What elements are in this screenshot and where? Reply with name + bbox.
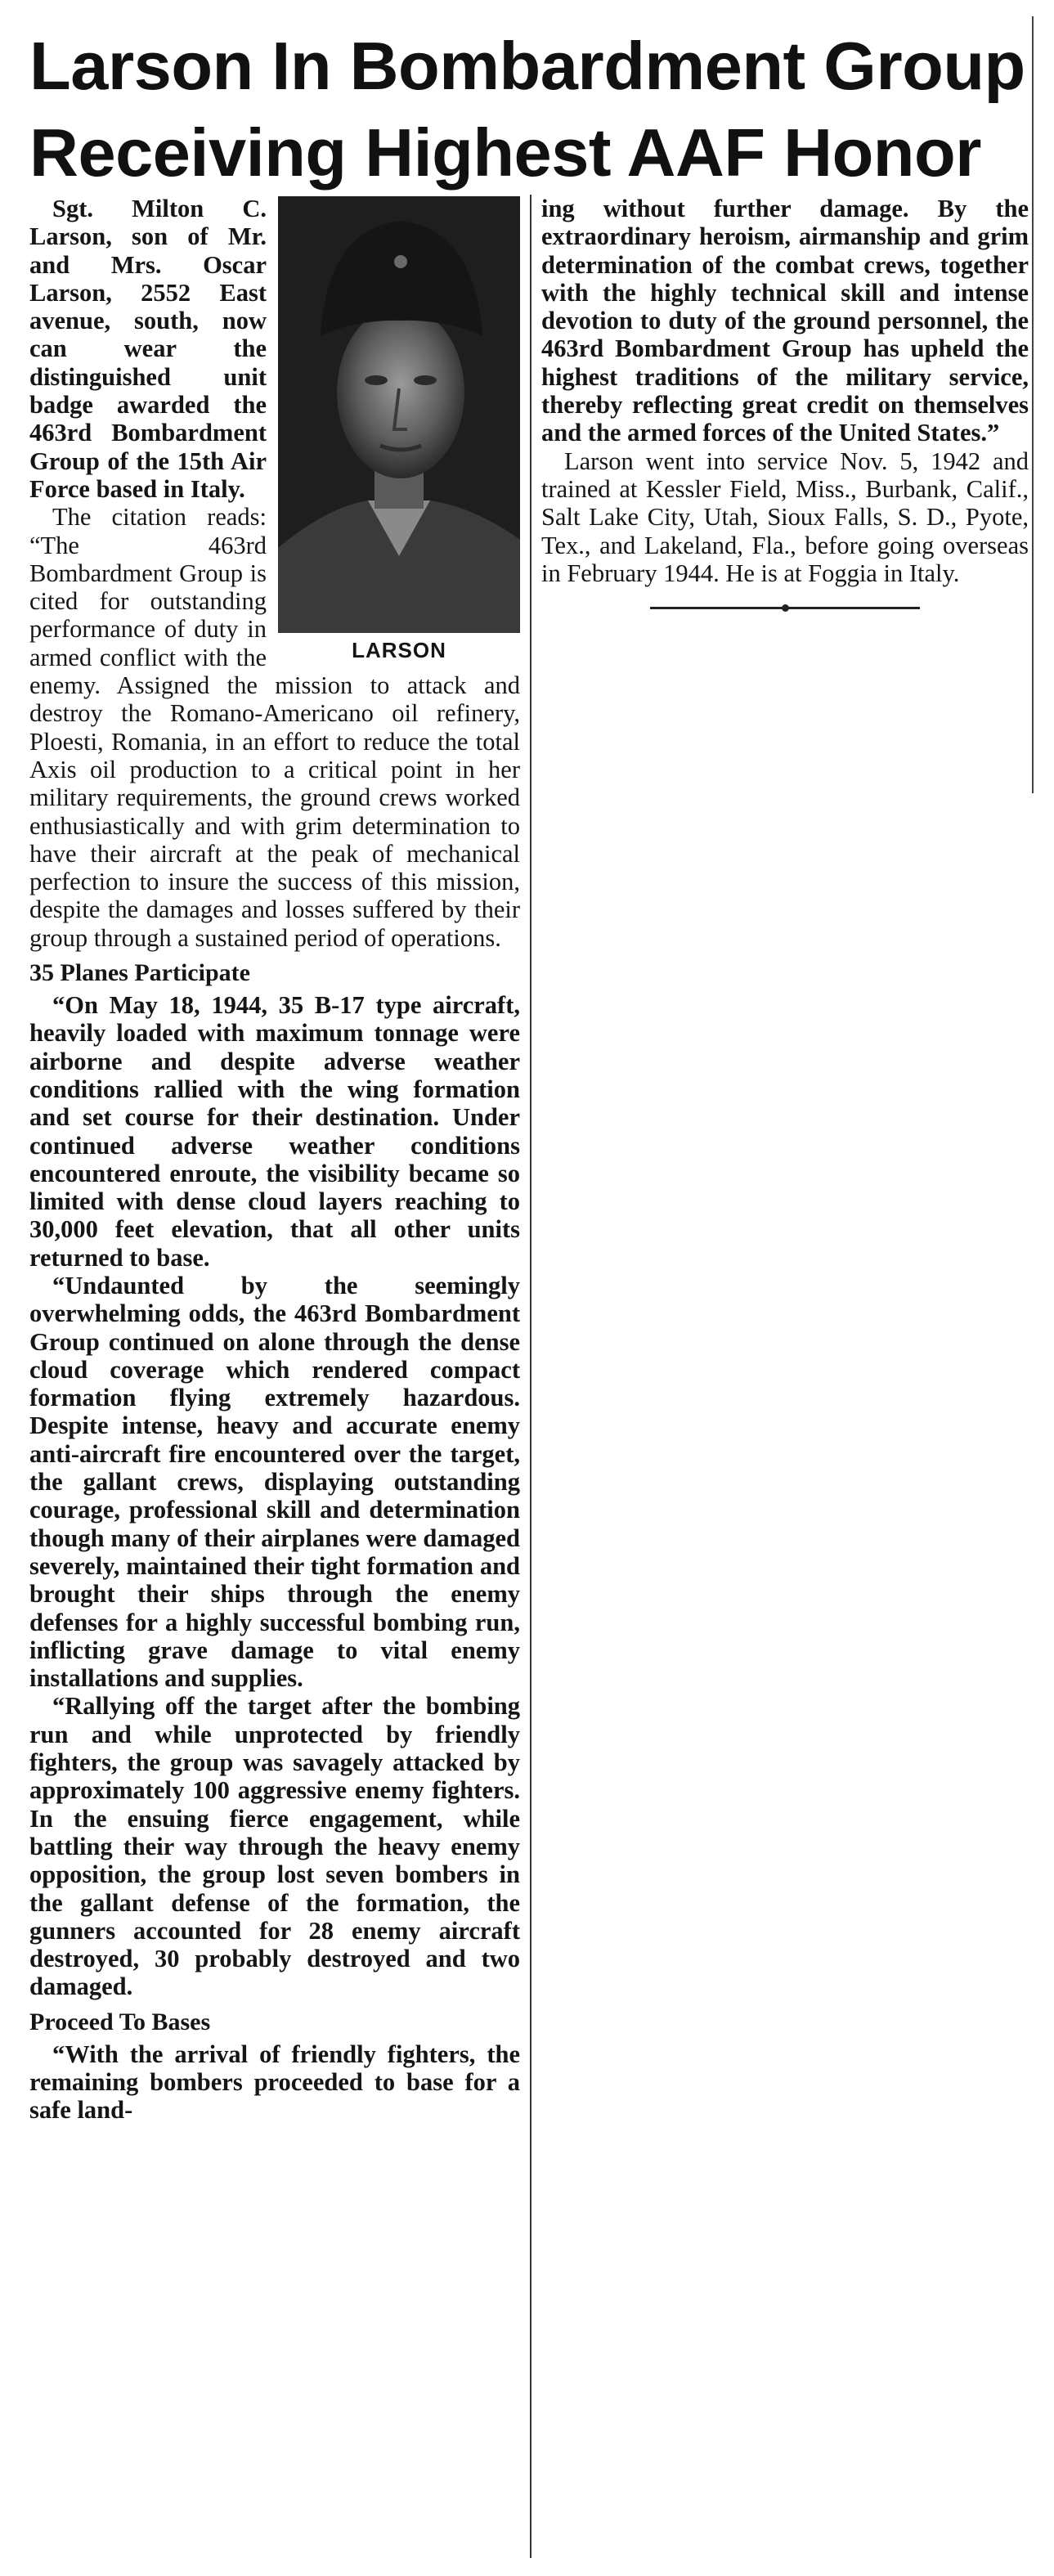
right-column	[541, 195, 1029, 609]
mission-paragraph-4: “With the arrival of friendly fighters, the remaining bombers proceeded to base for a safe land-	[29, 2040, 520, 2125]
soldier-portrait-icon	[278, 196, 520, 633]
mission-paragraph-1: “On May 18, 1944, 35 B-17 type aircraft, heavily loaded with maximum tonnage were airborne and despite adverse weather conditions rallied with the wing formation and set course for their destination. Under continued adverse weather conditions encountered enroute, the visibility became so limited with dense cloud layers reaching to 30,000 feet elevation, that all other units returned to base.	[29, 991, 520, 1272]
column-rule	[530, 195, 531, 2558]
edge-rule	[1032, 16, 1034, 793]
citation-paragraph: The citation reads: “The 463rd Bombardment Group is cited for outstanding performance of duty in armed conflict with the enemy. Assigned the mission to attack and destroy the Romano-Americano oil refinery, Ploesti, Romania, in an effort to reduce the total Axis oil production to a critical point in her military requirements, the ground crews worked enthusiastically and with grim determination to have their aircraft at the peak of mechanical perfection to insure the success of this mission, despite the damages and losses suffered by their group through a sustained period of operations.	[29, 503, 520, 952]
portrait-photo	[278, 196, 520, 633]
headline-line-1: Larson In Bombardment Group	[29, 28, 1025, 104]
mission-paragraph-3: “Rallying off the target after the bombing run and while unprotected by friendly fighters, the group was savagely attacked by approximately 100 aggressive enemy fighters. In the ensuing fierce engagement, while battling their way through the heavy enemy opposition, the group lost seven bombers in the gallant defense of the formation, the gunners accounted for 28 enemy aircraft destroyed, 30 probably destroyed and two damaged.	[29, 1692, 520, 2001]
subhead-proceed-to-bases: Proceed To Bases	[29, 2008, 211, 2035]
headline	[29, 23, 1027, 196]
left-column	[29, 195, 520, 2576]
subhead-35-planes: 35 Planes Participate	[29, 959, 250, 987]
photo-caption: LARSON	[352, 638, 446, 662]
end-of-article-rule	[650, 607, 920, 609]
mission-paragraph-2: “Undaunted by the seemingly overwhelming odds, the 463rd Bombardment Group continued on alone through the dense cloud coverage which rendered compact formation flying extremely hazardous. Despite intense, heavy and accurate enemy anti-aircraft fire encountered over the target, the gallant crews, displaying outstanding courage, professional skill and determination though many of their airplanes were damaged severely, maintained their tight formation and brought their ships through the enemy defenses for a highly successful bombing run, inflicting grave damage to vital enemy installations and supplies.	[29, 1271, 520, 1693]
continued-paragraph: ing without further damage. By the extraordinary heroism, airmanship and grim determination of the combat crews, together with the highly technical skill and intense devotion to duty of the ground personnel, the 463rd Bombardment Group has upheld the highest traditions of the military service, thereby reflecting great credit on themselves and the armed forces of the United States.”	[541, 195, 1029, 447]
service-paragraph: Larson went into service Nov. 5, 1942 and trained at Kessler Field, Miss., Burbank, Calif., Salt Lake City, Utah, Sioux Falls, S. D., Pyote, Tex., and Lakeland, Fla., before going overseas in February 1944. He is at Foggia in Italy.	[541, 447, 1029, 587]
portrait-figure	[278, 196, 520, 662]
intro-paragraph: Sgt. Milton C. Larson, son of Mr. and Mrs. Oscar Larson, 2552 East avenue, south, now can wear the distinguished unit badge awarded the 463rd Bombardment Group of the 15th Air Force based in Italy.	[29, 195, 267, 503]
headline-line-2: Receiving Highest AAF Honor	[29, 114, 981, 191]
